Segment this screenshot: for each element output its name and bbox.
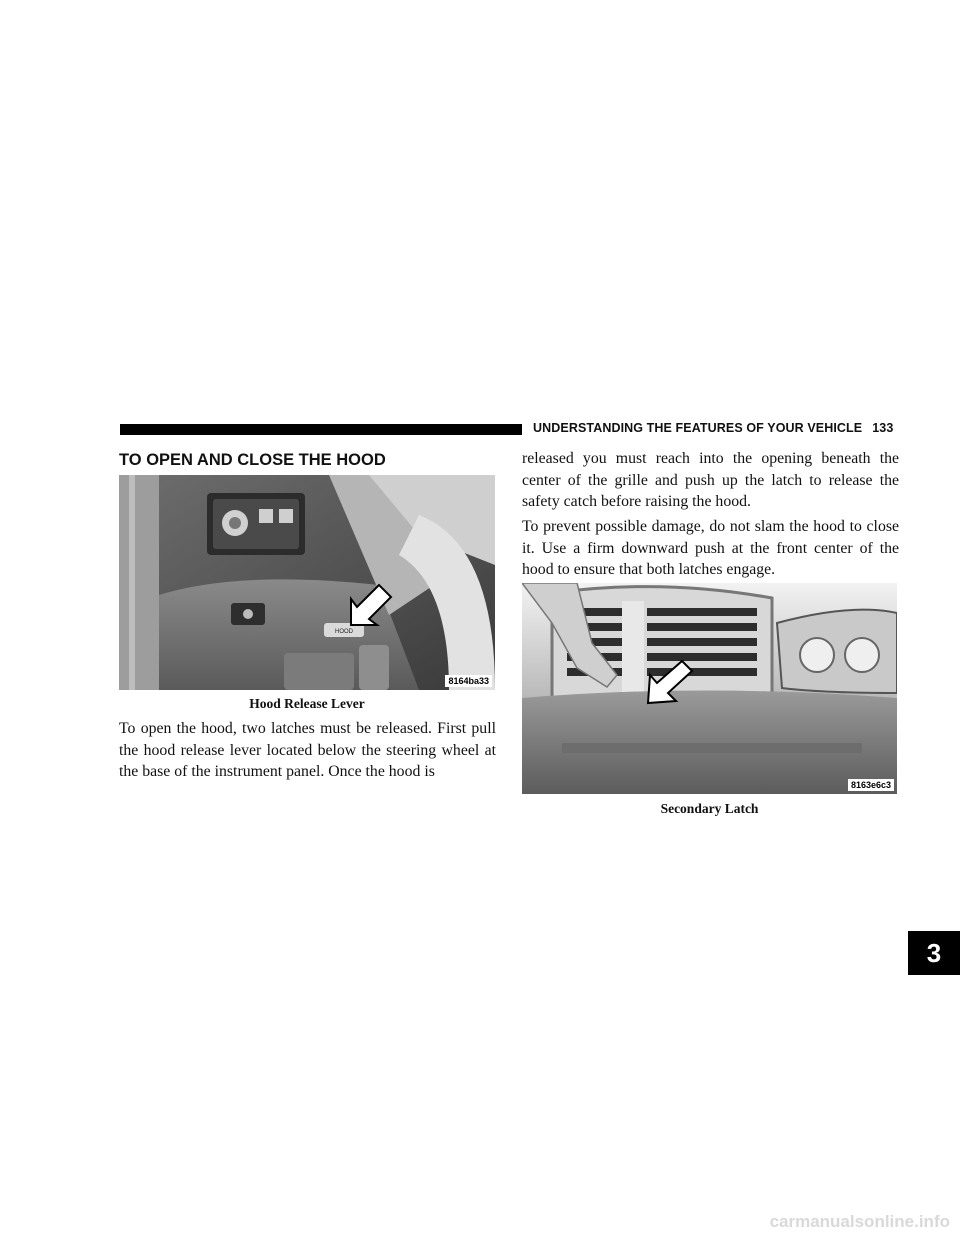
hood-release-lever-photo	[119, 475, 495, 690]
hood-lever-label: HOOD	[335, 629, 353, 635]
secondary-latch-illustration	[522, 583, 897, 794]
hood-release-illustration	[119, 475, 495, 690]
paragraph-safety-catch: released you must reach into the opening beneath the center of the grille and push up the latch to release the safety catch before raising the hood.	[522, 450, 899, 510]
figure-code: 8163e6c3	[848, 779, 894, 791]
figure-caption: Secondary Latch	[660, 801, 759, 816]
header-section-title: UNDERSTANDING THE FEATURES OF YOUR VEHICLE	[533, 421, 863, 435]
secondary-latch-photo	[522, 583, 897, 794]
running-header	[533, 421, 893, 435]
figure-code: 8164ba33	[445, 675, 492, 687]
paragraph-open-hood: To open the hood, two latches must be released. First pull the hood release lever located below the steering wheel at the base of the instrument panel. Once the hood is	[119, 720, 496, 780]
section-heading: TO OPEN AND CLOSE THE HOOD	[119, 451, 386, 469]
watermark-text: carmanualsonline.info	[769, 1212, 950, 1231]
figure-caption: Hood Release Lever	[249, 696, 365, 711]
header-rule	[120, 424, 522, 435]
chapter-tab: 3	[908, 931, 960, 975]
page-number: 133	[872, 421, 894, 435]
paragraph-close-hood: To prevent possible damage, do not slam the hood to close it. Use a firm downward push at the front center of the hood to ensure that both latches engage.	[522, 518, 899, 578]
